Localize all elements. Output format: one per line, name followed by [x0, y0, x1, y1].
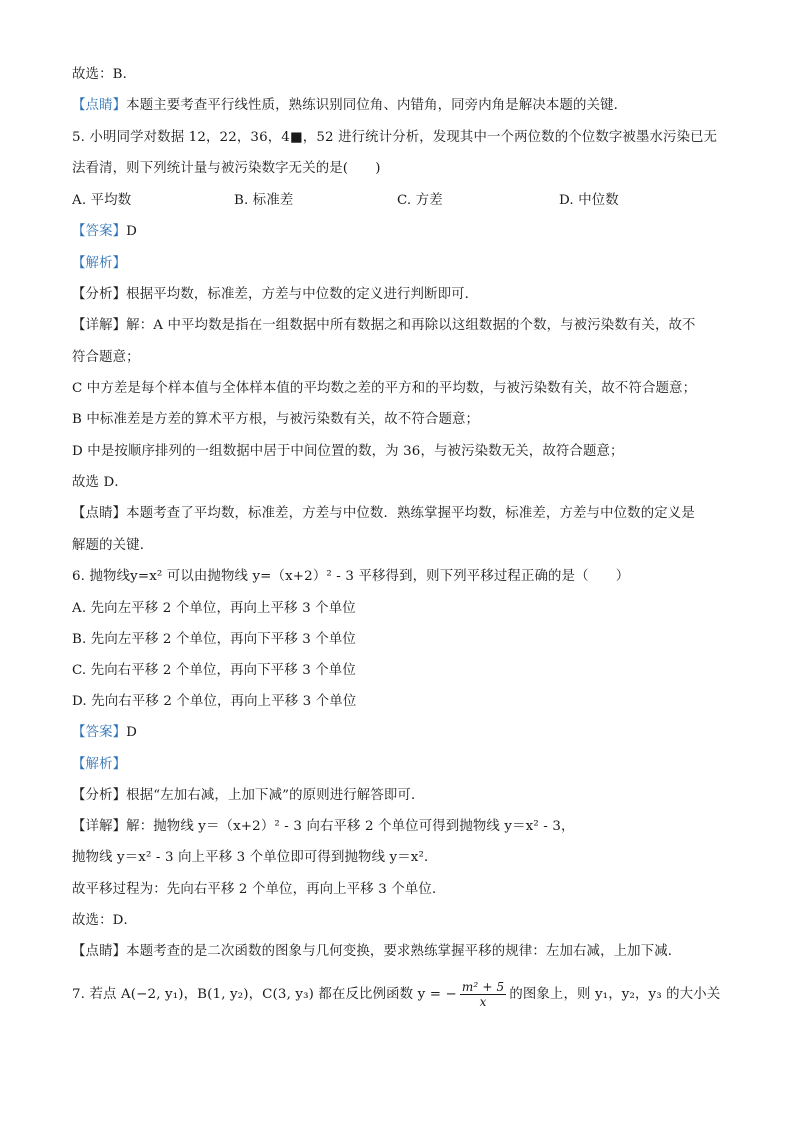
answer-line: 故选：B．: [72, 67, 137, 82]
answer-value: D: [126, 224, 138, 239]
xiangjie-5-b: 符合题意；: [72, 350, 140, 365]
analysis-tag: 【解析】: [72, 256, 127, 271]
fenxi-tag: 【分析】: [72, 287, 127, 302]
xiangjie-6: [72, 818, 575, 836]
dianjing-5: [72, 505, 695, 523]
xiangjie-5-f: 故选 D．: [72, 475, 128, 490]
q7-text-start: 7. 若点 A(−2, y₁)，B(1, y₂)，C(3, y₃) 都在反比例函数 y = −: [72, 987, 457, 1002]
question-5-stem: 5. 小明同学对数据 12，22，36，4■，52 进行统计分析，发现其中一个两位数的个位数字被墨水污染已无: [72, 130, 718, 145]
fraction: [460, 980, 506, 1009]
answer-tag: 【答案】: [72, 725, 127, 740]
xiangjie-5-e: D 中是按顺序排列的一组数据中居于中间位置的数，为 36，与被污染数无关，故符合题意；: [72, 444, 624, 459]
q6-option-b: B. 先向左平移 2 个单位，再向下平移 3 个单位: [72, 632, 356, 647]
xiangjie-5: [72, 317, 696, 335]
fraction-denominator: x: [479, 995, 487, 1009]
analysis-tag: 【解析】: [72, 757, 127, 772]
fenxi-text: 根据“左加右减，上加下减”的原则进行解答即可．: [126, 788, 425, 803]
dianjing-6: [72, 943, 681, 961]
xiangjie-5-d: B 中标准差是方差的算术平方根，与被污染数有关，故不符合题意；: [72, 412, 480, 427]
answer-5: [72, 223, 137, 241]
q6-option-a: A. 先向左平移 2 个单位，再向上平移 3 个单位: [72, 601, 356, 616]
option-a: A. 平均数: [72, 193, 132, 208]
dianjing-text: 本题考查的是二次函数的图象与几何变换，要求熟练掌握平移的规律：左加右减，上加下减．: [126, 944, 682, 959]
comment-tag: 【点睛】: [72, 98, 127, 113]
answer-tag: 【答案】: [72, 224, 127, 239]
option-c: C. 方差: [397, 193, 443, 208]
fenxi-5: [72, 286, 478, 304]
q7-text-end: 的图象上，则 y₁，y₂，y₃ 的大小关: [509, 987, 721, 1002]
dianjing-5-b: 解题的关键．: [72, 538, 154, 553]
answer-value: D: [126, 725, 138, 740]
dianjing-tag: 【点睛】: [72, 944, 127, 959]
xiangjie-6-c: 故平移过程为：先向右平移 2 个单位，再向上平移 3 个单位．: [72, 882, 446, 897]
dianjing-text: 本题考查了平均数，标准差，方差与中位数．熟练掌握平均数，标准差，方差与中位数的定义是: [126, 506, 695, 521]
question-7-stem: [72, 980, 720, 1010]
answer-6: [72, 724, 137, 742]
xiangjie-6-b: 抛物线 y＝x² - 3 向上平移 3 个单位即可得到抛物线 y＝x²．: [72, 850, 438, 865]
option-d: D. 中位数: [559, 193, 619, 208]
xiangjie-tag: 【详解】: [72, 819, 127, 834]
xiangjie-tag: 【详解】: [72, 318, 127, 333]
xiangjie-text: 解：A 中平均数是指在一组数据中所有数据之和再除以这组数据的个数，与被污染数有关，故不: [126, 318, 696, 333]
question-5-stem-cont: 法看清，则下列统计量与被污染数字无关的是( ): [72, 161, 381, 176]
xiangjie-text: 解：抛物线 y＝（x+2）² - 3 向右平移 2 个单位可得到抛物线 y＝x² - 3，: [126, 819, 575, 834]
comment-line: [72, 97, 627, 115]
dianjing-tag: 【点睛】: [72, 506, 127, 521]
q6-option-c: C. 先向右平移 2 个单位，再向下平移 3 个单位: [72, 663, 356, 678]
question-6-stem: 6. 抛物线y=x² 可以由抛物线 y=（x+2）² - 3 平移得到，则下列平移过程正确的是（ ）: [72, 569, 630, 584]
fenxi-tag: 【分析】: [72, 788, 127, 803]
option-b: B. 标准差: [234, 193, 294, 208]
fenxi-text: 根据平均数，标准差，方差与中位数的定义进行判断即可．: [126, 287, 479, 302]
xiangjie-6-d: 故选：D．: [72, 913, 138, 928]
fraction-numerator: m² + 5: [461, 980, 505, 994]
xiangjie-5-c: C 中方差是每个样本值与全体样本值的平均数之差的平方和的平均数，与被污染数有关，故不符合题意；: [72, 381, 697, 396]
fenxi-6: [72, 787, 425, 805]
q6-option-d: D. 先向右平移 2 个单位，再向上平移 3 个单位: [72, 694, 357, 709]
comment-text: 本题主要考查平行线性质，熟练识别同位角、内错角，同旁内角是解决本题的关键．: [126, 98, 628, 113]
